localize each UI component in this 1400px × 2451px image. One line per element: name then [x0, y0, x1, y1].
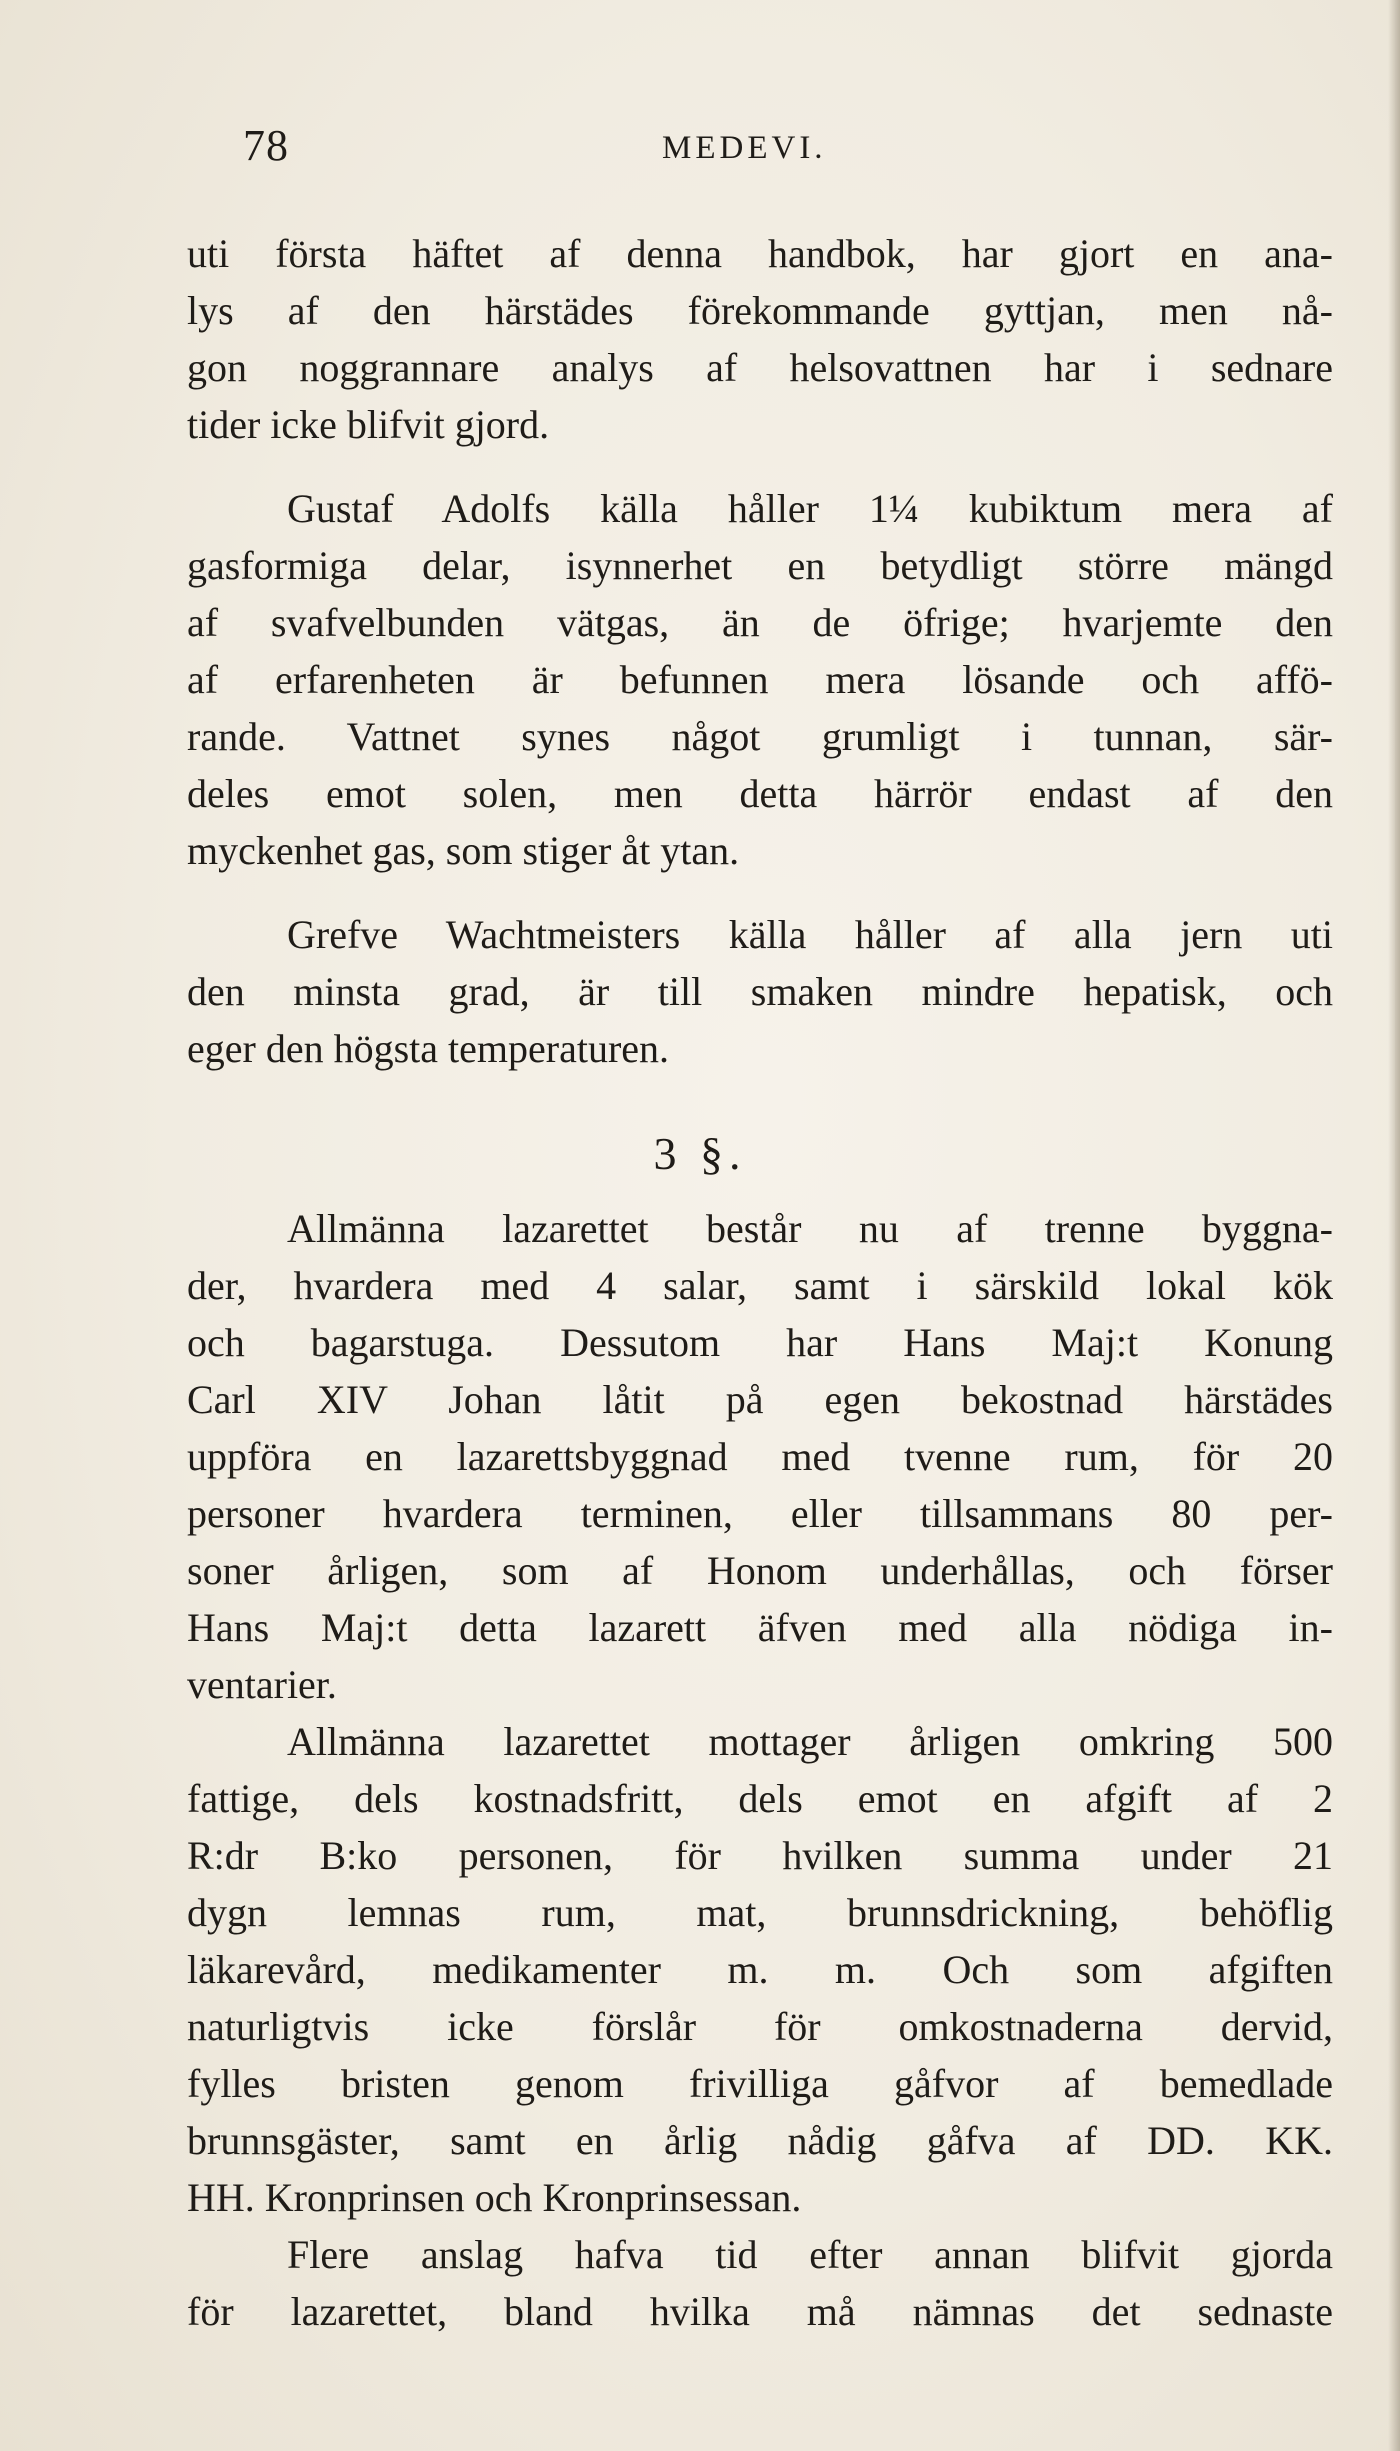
text-line: brunnsgäster, samt en årlig nådig gåfva af DD. KK. — [187, 2118, 1333, 2163]
text-line: rande. Vattnet synes något grumligt i tunnan, sär- — [187, 714, 1333, 759]
page-header — [0, 120, 1400, 180]
text-line: ventarier. — [187, 1662, 337, 1707]
text-line: Allmänna lazarettet består nu af trenne byggna- — [287, 1206, 1333, 1251]
text-line: för lazarettet, bland hvilka må nämnas det sednaste — [187, 2289, 1333, 2334]
running-head: MEDEVI. — [662, 130, 827, 166]
text-line: fattige, dels kostnadsfritt, dels emot en afgift af 2 — [187, 1776, 1333, 1821]
text-line: R:dr B:ko personen, för hvilken summa under 21 — [187, 1833, 1333, 1878]
text-line: den minsta grad, är till smaken mindre hepatisk, och — [187, 969, 1333, 1014]
text-line: Grefve Wachtmeisters källa håller af alla jern uti — [287, 912, 1333, 957]
page-number: 78 — [243, 121, 289, 170]
text-line: uti första häftet af denna handbok, har gjort en ana- — [187, 231, 1333, 276]
page-edge — [1388, 0, 1400, 2451]
text-line: soner årligen, som af Honom underhållas, och förser — [187, 1548, 1333, 1593]
text-line: fylles bristen genom frivilliga gåfvor af bemedlade — [187, 2061, 1333, 2106]
text-line: der, hvardera med 4 salar, samt i särskild lokal kök — [187, 1263, 1333, 1308]
text-line: eger den högsta temperaturen. — [187, 1026, 670, 1071]
text-line: Flere anslag hafva tid efter annan blifvit gjorda — [287, 2232, 1333, 2277]
text-line: tider icke blifvit gjord. — [187, 402, 550, 447]
text-line: Carl XIV Johan låtit på egen bekostnad härstädes — [187, 1377, 1333, 1422]
text-line: gon noggrannare analys af helsovattnen har i sednare — [187, 345, 1333, 390]
text-line: och bagarstuga. Dessutom har Hans Maj:t Konung — [187, 1320, 1333, 1365]
text-line: läkarevård, medikamenter m. m. Och som afgiften — [187, 1947, 1333, 1992]
text-line: Gustaf Adolfs källa håller 1¼ kubiktum mera af — [287, 486, 1333, 531]
section-heading: 3 §. — [653, 1128, 747, 1179]
text-line: Hans Maj:t detta lazarett äfven med alla nödiga in- — [187, 1605, 1333, 1650]
text-line: myckenhet gas, som stiger åt ytan. — [187, 828, 740, 873]
text-line: naturligtvis icke förslår för omkostnaderna dervid, — [187, 2004, 1333, 2049]
text-line: Allmänna lazarettet mottager årligen omkring 500 — [287, 1719, 1333, 1764]
text-line: personer hvardera terminen, eller tillsammans 80 per- — [187, 1491, 1333, 1536]
text-line: af erfarenheten är befunnen mera lösande och affö- — [187, 657, 1333, 702]
text-line: deles emot solen, men detta härrör endast af den — [187, 771, 1333, 816]
text-line: HH. Kronprinsen och Kronprinsessan. — [187, 2175, 802, 2220]
text-line: gasformiga delar, isynnerhet en betydligt större mängd — [187, 543, 1333, 588]
text-line: lys af den härstädes förekommande gyttjan, men nå- — [187, 288, 1333, 333]
text-line: uppföra en lazarettsbyggnad med tvenne rum, för 20 — [187, 1434, 1333, 1479]
text-line: af svafvelbunden vätgas, än de öfrige; hvarjemte den — [187, 600, 1333, 645]
text-line: dygn lemnas rum, mat, brunnsdrickning, behöflig — [187, 1890, 1333, 1935]
